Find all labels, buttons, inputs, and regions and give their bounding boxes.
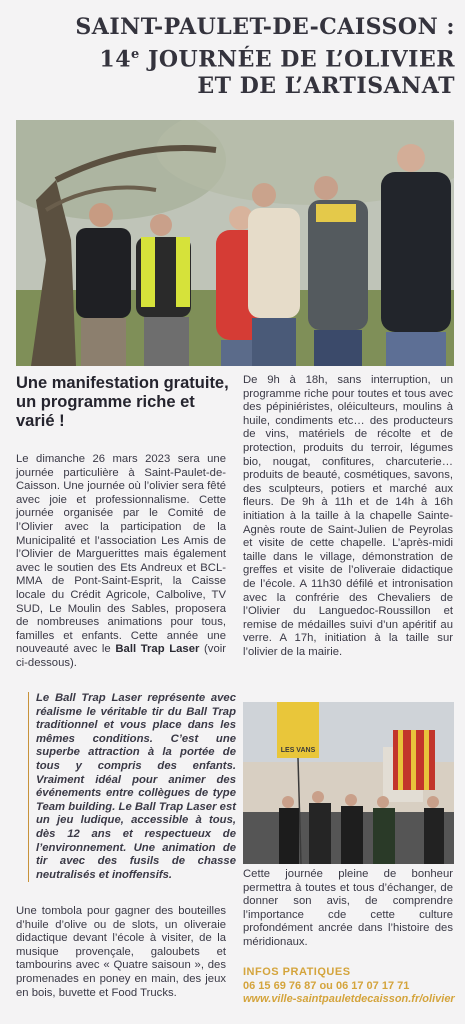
main-photo-olive-pruning-group <box>16 120 454 366</box>
person-6 <box>381 144 451 366</box>
practical-info <box>243 966 458 1007</box>
parade-photo <box>243 702 454 864</box>
person-5 <box>308 176 368 366</box>
tombola-paragraph: Une tombola pour gagner des bouteilles d’huile d’olive ou de slots, un oliveraie didactique devant l’école à visiter, de la musique provençale, galoubets et tambourins avec « Quatre saisoun », des promenades en poney en main, des jeux en bois, buvette et Food Trucks. <box>16 905 226 999</box>
article-title <box>10 14 455 100</box>
intro-paragraph: Le dimanche 26 mars 2023 sera une journée particulière à Saint-Paulet-de-Caisson. Une journée où l’olivier sera fêté avec joie et professionnalisme. Cette journée organisée par le Comité de l’Olivier avec la participation de la Municipalité et l’association Les Amis de l’Olivier de Marguerittes mais également avec le soutien des Ets Andreux et BCL-MMA de Pont-Saint-Esprit, la Caisse locale du Crédit Agricole, Calbolive, TV SUD, Le Moulin des Sables, proposera de nombreuses animations pour tous, familles et enfants. Cette année une nouveauté avec le Ball Trap Laser (voir ci-dessous). <box>16 453 227 669</box>
ball-trap-quote: Le Ball Trap Laser représente avec réalisme le véritable tir du Ball Trap traditionnel et vous place dans les mêmes conditions. C’est une superbe attraction à la portée de tous y compris des enfants. Vraiment idéal pour animer des événements entre collègues de type Team building. Le Ball Trap Laser est un jeu ludique, accessible à tous, dès 12 ans et respectueux de l’environnement. Une animation de tir avec des fusils de chasse neutralisés et inoffensifs. <box>28 692 236 882</box>
practical-info-label: INFOS PRATIQUES <box>243 966 351 978</box>
ball-trap-highlight: Ball Trap Laser <box>115 643 200 656</box>
title-line-1: SAINT-PAULET-DE-CAISSON : <box>75 14 455 40</box>
title-line-3: ET DE L’ARTISANAT <box>197 73 455 100</box>
title-line-2: 14e JOURNÉE DE L’OLIVIER <box>99 46 455 73</box>
person-4 <box>248 183 300 366</box>
practical-info-url[interactable]: www.ville-saintpauletdecaisson.fr/olivier <box>243 993 455 1005</box>
closing-paragraph: Cette journée pleine de bonheur permettra à toutes et tous d’échanger, de donner son avis, de comprendre l’importance cde cette culture profondément ancrée dans l’histoire des méridionaux. <box>243 868 453 948</box>
banner-text: LES VANS <box>280 747 316 754</box>
section-heading: Une manifestation gratuite, un programme riche et varié ! <box>16 374 229 430</box>
practical-info-phones: 06 15 69 76 87 ou 06 17 07 17 71 <box>243 979 410 992</box>
program-paragraph: De 9h à 18h, sans interruption, un programme riche pour toutes et tous avec des pépiniéristes, oléiculteurs, moulins à huile, condiments etc… des producteurs de vins, matériels de récolte et de protection, produits du terroir, légumes bio, nougat, confitures, charcuterie… produits de beauté, cosmétiques, savons, des sculpteurs, potiers et marché aux fleurs. De 9h à 11h et de 14h à 16h initiation à la taille à la chapelle Sainte-Agnès route de Saint-Julien de Peyrolas et visite de cette chapelle. L’après-midi taille dans le village, démonstration de greffes et visite de l’oliveraie didactique de l’école. A 11h30 défilé et intronisation avec la confrérie des Chevaliers de l’Olivier du Languedoc-Roussillon et remise de médailles suivi d’un apéritif au verre. A 17h, initiation à la taille sur l’olivier de la mairie. <box>243 374 453 658</box>
